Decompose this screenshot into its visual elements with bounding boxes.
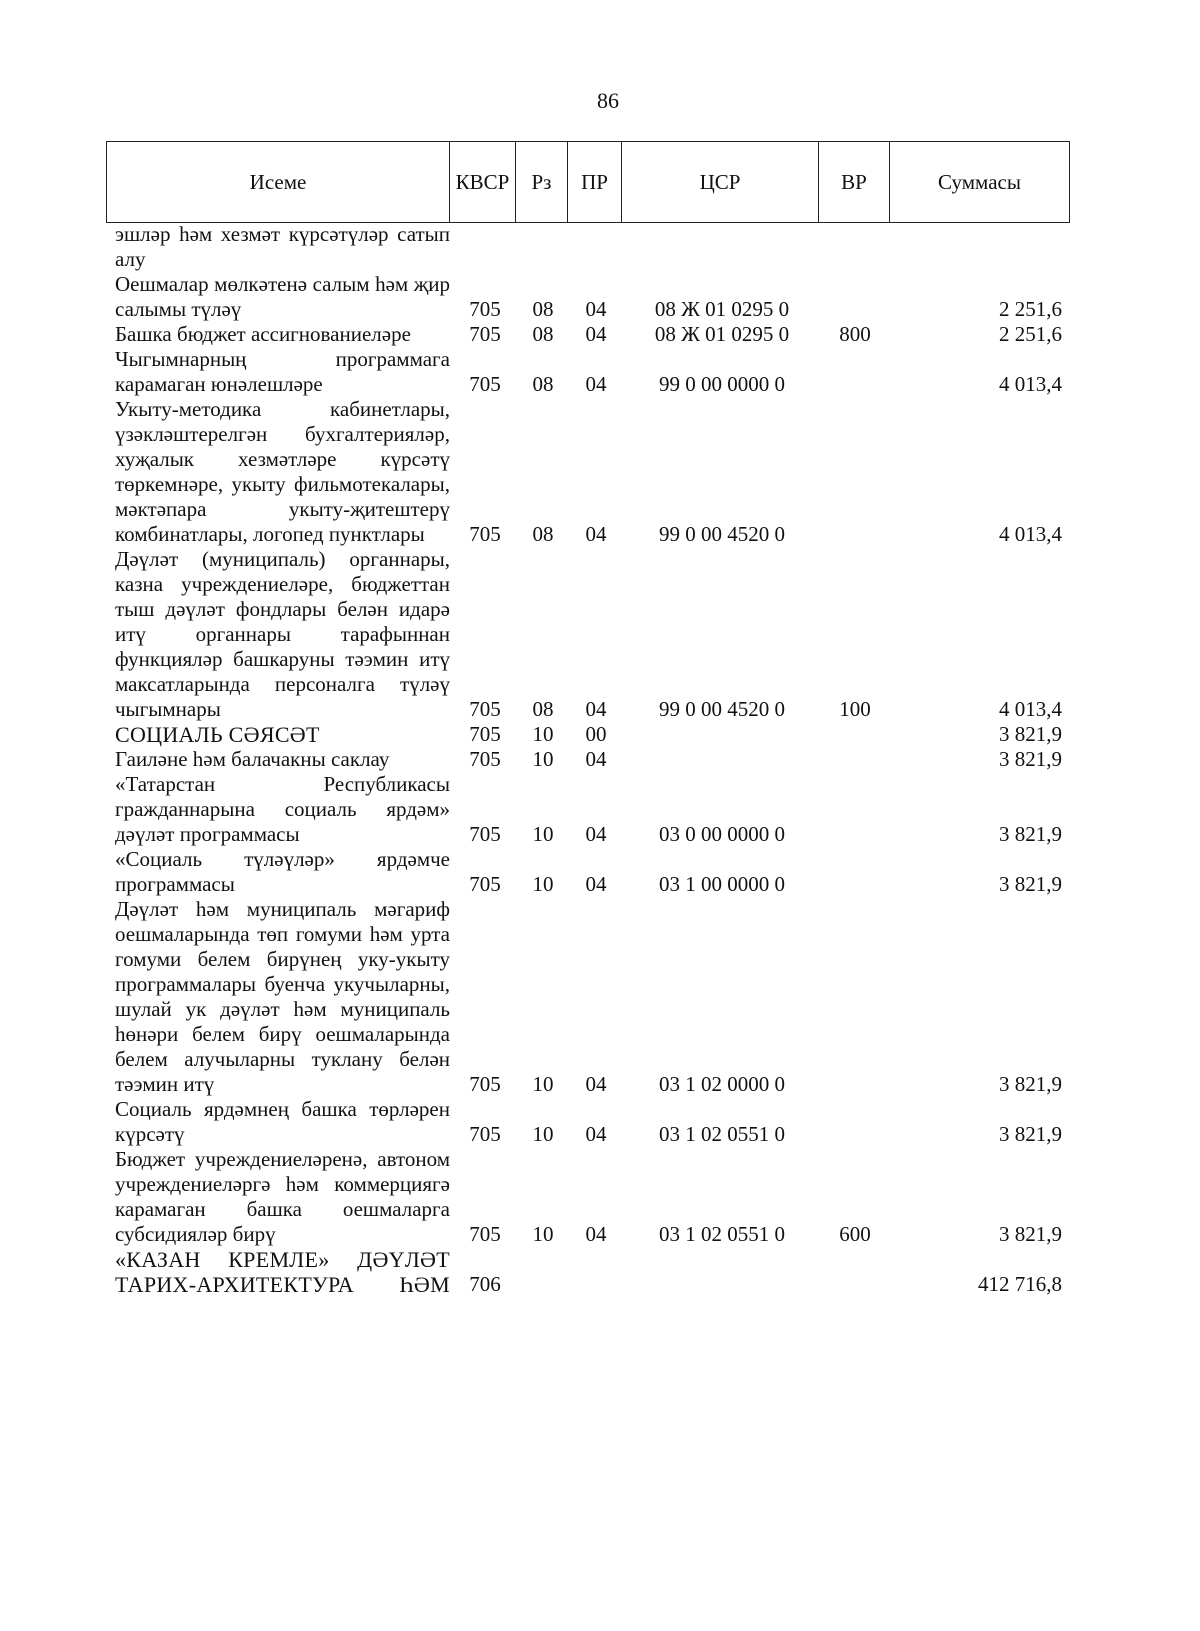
table-row bbox=[0, 772, 1200, 847]
row-kvsr: 705 bbox=[469, 872, 501, 896]
row-name: Гаиләне һәм балачакны саклау bbox=[115, 747, 390, 771]
row-rz: 08 bbox=[532, 372, 554, 396]
row-kvsr: 705 bbox=[469, 297, 501, 321]
row-kvsr: 705 bbox=[469, 1122, 501, 1146]
row-pr: 04 bbox=[585, 1122, 607, 1146]
table-row bbox=[0, 1147, 1200, 1247]
row-rz: 08 bbox=[532, 322, 554, 346]
row-name: Оешмалар мөлкәтенә салым һәм җир салымы түләү bbox=[115, 272, 450, 321]
row-pr: 04 bbox=[585, 522, 607, 546]
header-rz: Рз bbox=[516, 142, 568, 223]
row-name: «Татарстан Республикасы гражданнарына социаль ярдәм» дәүләт программасы bbox=[115, 772, 450, 846]
row-rz: 10 bbox=[532, 1222, 554, 1246]
row-name: Укыту-методика кабинетлары, үзәкләштерелгән бухгалтерияләр, хуҗалык хезмәтләре күрсәтү төркемнәре, укыту фильмотекалары, мәктәпара укыту-җитештерү комбинатлары, логопед пунктлары bbox=[115, 397, 450, 546]
row-name: эшләр һәм хезмәт күрсәтүләр сатып алу bbox=[115, 222, 450, 271]
row-sum: 4 013,4 bbox=[999, 697, 1062, 721]
table-row bbox=[0, 397, 1200, 547]
header-kvsr: КВСР bbox=[450, 142, 516, 223]
row-rz: 10 bbox=[532, 1122, 554, 1146]
row-kvsr: 705 bbox=[469, 747, 501, 771]
row-pr: 04 bbox=[585, 297, 607, 321]
row-rz: 10 bbox=[532, 747, 554, 771]
table-row bbox=[0, 347, 1200, 397]
table-row bbox=[0, 272, 1200, 322]
row-rz: 10 bbox=[532, 722, 554, 746]
row-sum: 3 821,9 bbox=[999, 722, 1062, 746]
row-sum: 3 821,9 bbox=[999, 747, 1062, 771]
row-csr: 99 0 00 4520 0 bbox=[659, 697, 785, 721]
row-rz: 10 bbox=[532, 1072, 554, 1096]
row-pr: 04 bbox=[585, 1072, 607, 1096]
row-sum: 4 013,4 bbox=[999, 372, 1062, 396]
row-pr: 04 bbox=[585, 872, 607, 896]
row-sum: 412 716,8 bbox=[978, 1272, 1062, 1296]
row-pr: 04 bbox=[585, 322, 607, 346]
row-rz: 08 bbox=[532, 697, 554, 721]
row-name: Дәүләт (муниципаль) органнары, казна учреждениеләре, бюджеттан тыш дәүләт фондлары белән идарә итү органнары тарафыннан функцияләр башкаруны тәэмин итү максатларында персоналга түләү чыгымнары bbox=[115, 547, 450, 721]
table-body bbox=[0, 222, 1200, 1297]
row-csr: 03 1 02 0000 0 bbox=[659, 1072, 785, 1096]
row-kvsr: 705 bbox=[469, 1222, 501, 1246]
header-pr: ПР bbox=[568, 142, 622, 223]
row-kvsr: 705 bbox=[469, 722, 501, 746]
row-pr: 04 bbox=[585, 747, 607, 771]
table-row bbox=[0, 1247, 1200, 1297]
row-rz: 10 bbox=[532, 822, 554, 846]
table-row bbox=[0, 1097, 1200, 1147]
header-csr: ЦСР bbox=[622, 142, 819, 223]
row-pr: 04 bbox=[585, 1222, 607, 1246]
row-rz: 08 bbox=[532, 522, 554, 546]
row-name: Дәүләт һәм муниципаль мәгариф оешмаларында төп гомуми һәм урта гомуми белем бирүнең уку-укыту программалары буенча укучыларны, шулай ук дәүләт һәм муниципаль һөнәри белем бирү оешмаларында белем алучыларны туклану белән тәэмин итү bbox=[115, 897, 450, 1096]
row-kvsr: 705 bbox=[469, 522, 501, 546]
row-sum: 2 251,6 bbox=[999, 297, 1062, 321]
row-name: «Социаль түләүләр» ярдәмче программасы bbox=[115, 847, 450, 896]
row-rz: 10 bbox=[532, 872, 554, 896]
row-pr: 04 bbox=[585, 697, 607, 721]
row-sum: 3 821,9 bbox=[999, 822, 1062, 846]
row-kvsr: 706 bbox=[469, 1272, 501, 1296]
row-kvsr: 705 bbox=[469, 697, 501, 721]
row-pr: 04 bbox=[585, 372, 607, 396]
row-csr: 03 1 00 0000 0 bbox=[659, 872, 785, 896]
row-pr: 00 bbox=[585, 722, 607, 746]
header-name: Исеме bbox=[107, 142, 450, 223]
row-csr: 08 Ж 01 0295 0 bbox=[654, 297, 790, 321]
row-csr: 08 Ж 01 0295 0 bbox=[654, 322, 790, 346]
row-kvsr: 705 bbox=[469, 372, 501, 396]
row-csr: 03 0 00 0000 0 bbox=[659, 822, 785, 846]
row-kvsr: 705 bbox=[469, 1072, 501, 1096]
row-name: Чыгымнарның программага карамаган юнәлешләре bbox=[115, 347, 450, 396]
row-sum: 3 821,9 bbox=[999, 1222, 1062, 1246]
row-csr: 99 0 00 4520 0 bbox=[659, 522, 785, 546]
row-csr: 03 1 02 0551 0 bbox=[659, 1222, 785, 1246]
table-header bbox=[106, 141, 1070, 223]
table-row bbox=[0, 847, 1200, 897]
header-sum: Суммасы bbox=[890, 142, 1070, 223]
page-number: 86 bbox=[597, 88, 619, 113]
header-vr: ВР bbox=[819, 142, 890, 223]
row-name: Бюджет учреждениеләренә, автоном учреждениеләргә һәм коммерциягә карамаган башка оешмаларга субсидияләр бирү bbox=[115, 1147, 450, 1246]
row-vr: 800 bbox=[839, 322, 871, 346]
row-sum: 4 013,4 bbox=[999, 522, 1062, 546]
table-row bbox=[0, 747, 1200, 772]
row-rz: 08 bbox=[532, 297, 554, 321]
row-csr: 99 0 00 0000 0 bbox=[659, 372, 785, 396]
row-sum: 3 821,9 bbox=[999, 872, 1062, 896]
row-sum: 3 821,9 bbox=[999, 1122, 1062, 1146]
row-vr: 600 bbox=[839, 1222, 871, 1246]
table-row bbox=[0, 222, 1200, 272]
row-kvsr: 705 bbox=[469, 822, 501, 846]
row-name: СОЦИАЛЬ СӘЯСӘТ bbox=[115, 722, 320, 747]
row-sum: 2 251,6 bbox=[999, 322, 1062, 346]
row-name: Башка бюджет ассигнованиеләре bbox=[115, 322, 411, 346]
row-pr: 04 bbox=[585, 822, 607, 846]
row-kvsr: 705 bbox=[469, 322, 501, 346]
row-name: «КАЗАН КРЕМЛЕ» ДӘҮЛӘТ ТАРИХ-АРХИТЕКТУРА ҺӘМ bbox=[115, 1247, 450, 1297]
row-csr: 03 1 02 0551 0 bbox=[659, 1122, 785, 1146]
table-row bbox=[0, 897, 1200, 1097]
row-sum: 3 821,9 bbox=[999, 1072, 1062, 1096]
table-row bbox=[0, 322, 1200, 347]
row-name: Социаль ярдәмнең башка төрләрен күрсәтү bbox=[115, 1097, 450, 1146]
table-row bbox=[0, 722, 1200, 747]
row-vr: 100 bbox=[839, 697, 871, 721]
table-row bbox=[0, 547, 1200, 722]
